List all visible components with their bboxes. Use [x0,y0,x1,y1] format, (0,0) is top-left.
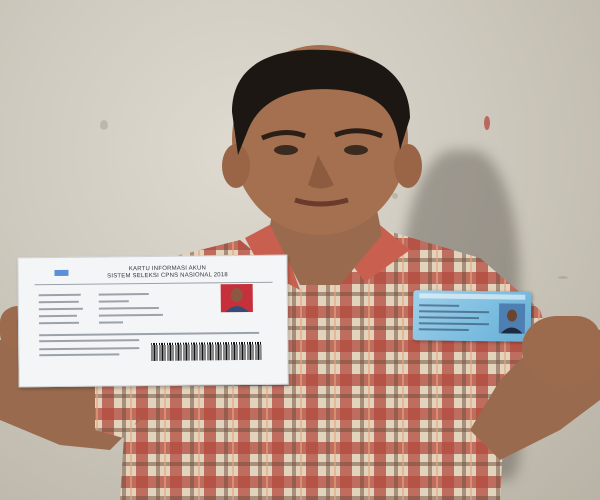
right-hand [522,316,600,386]
ear [222,144,250,188]
ear [394,144,422,188]
id-field-line [419,310,489,313]
card-field-line [39,301,79,303]
card-field-line [39,339,139,342]
registration-account-card [17,255,288,388]
card-field-line [99,293,149,296]
card-applicant-photo [221,284,253,312]
card-field-line [99,314,163,317]
card-barcode [151,342,261,361]
card-field-line [39,332,259,336]
card-field-line [39,294,81,296]
card-title-line2: SISTEM SELEKSI CPNS NASIONAL 2018 [107,272,228,280]
eye [344,145,368,155]
card-title [58,265,276,281]
card-field-line [39,353,119,356]
card-field-line [99,307,159,310]
id-field-line [419,328,469,331]
id-field-line [419,316,479,319]
card-field-line [39,315,77,317]
card-field-line [39,322,79,324]
id-field-line [419,322,489,325]
id-card-photo [499,303,525,333]
card-field-line [39,308,83,310]
eye [274,145,298,155]
card-title-line1: KARTU INFORMASI AKUN [128,265,207,273]
card-field-line [99,300,129,302]
card-field-line [39,347,139,350]
identity-card [413,290,532,342]
id-card-header [419,293,525,299]
card-field-line [99,321,123,323]
id-field-line [419,304,459,307]
